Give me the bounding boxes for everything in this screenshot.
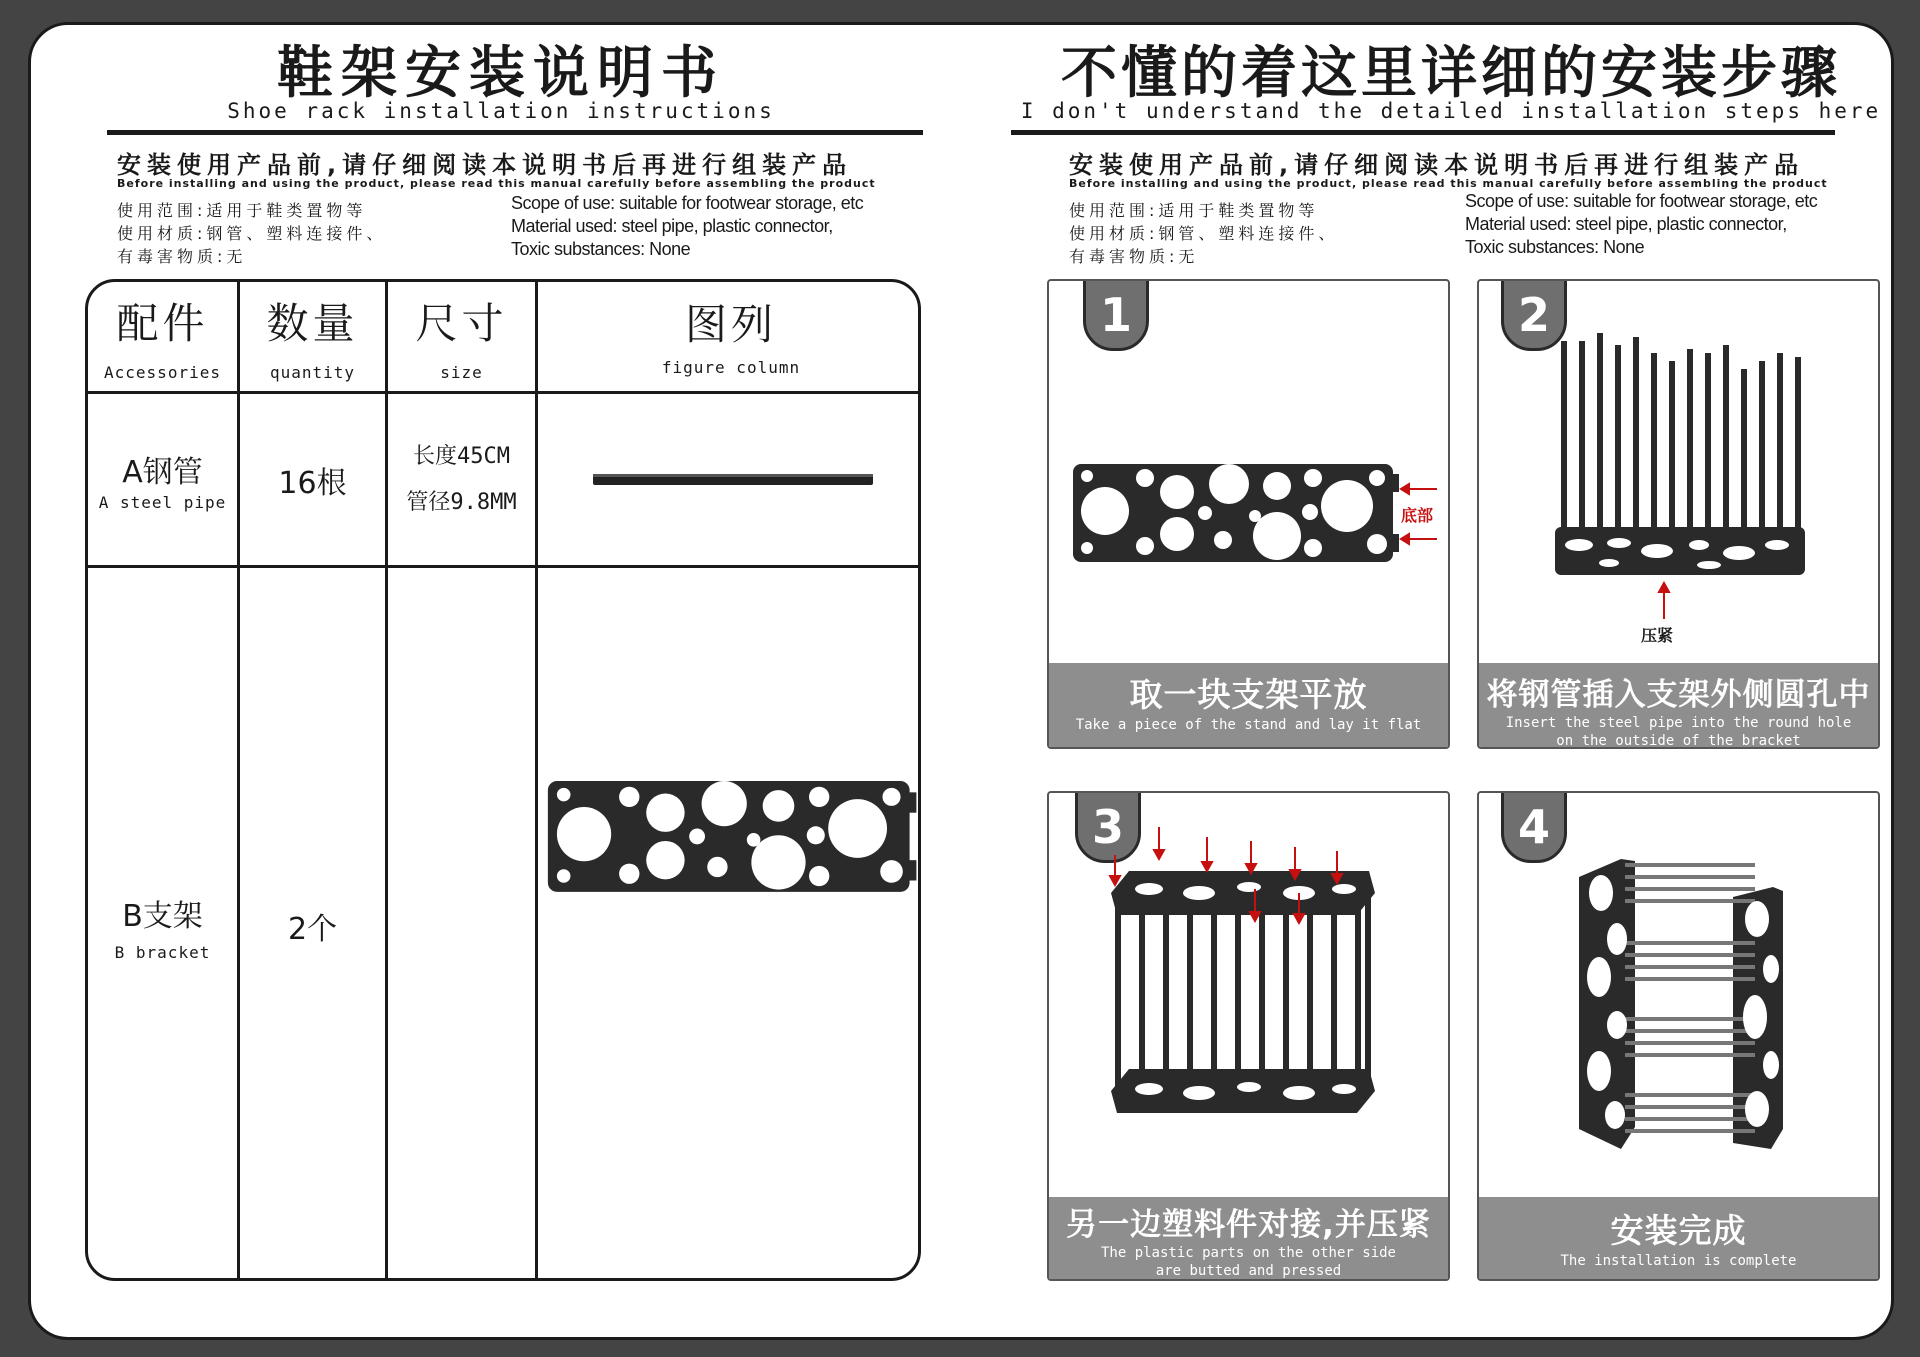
step-2-press-label: 压紧 [1641,626,1674,645]
header-accessories: 配件 Accessories [104,299,221,382]
step-1-number: 1 [1083,279,1149,351]
header-size: 尺寸 size [415,299,508,382]
row-a-name: A钢管 A steel pipe [98,455,227,512]
right-divider [1011,130,1835,135]
left-spec-en-1: Scope of use: suitable for footwear storage, etc [511,193,864,213]
left-spec-cn-1: 使用范围:适用于鞋类置物等 [117,201,367,220]
bracket-figure [538,772,921,902]
row-a-size: 长度45CM 管径9.8MM [406,443,517,515]
row-a-qty: 16根 [278,465,347,501]
left-spec-cn-3: 有毒害物质:无 [117,247,247,266]
right-spec-en-3: Toxic substances: None [1465,237,1645,257]
step-4-caption: 安装完成 The installation is complete [1479,1197,1878,1279]
step-1-bracket-image [1065,456,1405,571]
header-figure: 图列 figure column [661,299,801,377]
step-3-caption: 另一边塑料件对接,并压紧 The plastic parts on the other side are butted and pressed [1049,1197,1448,1279]
left-title: 鞋架安装说明书 [277,41,725,106]
right-spec-en-1: Scope of use: suitable for footwear storage, etc [1465,191,1818,211]
step-2-pipes-image [1549,331,1809,581]
left-spec-en-3: Toxic substances: None [511,239,691,259]
accessories-table [85,279,921,1281]
right-spec-cn-2: 使用材质:钢管、塑料连接件、 [1069,224,1339,243]
step-1-caption: 取一块支架平放 Take a piece of the stand and lay it flat [1049,663,1448,747]
left-divider [107,130,923,135]
step-2-arrow [1654,581,1674,621]
right-spec-cn-1: 使用范围:适用于鞋类置物等 [1069,201,1319,220]
step-1-bottom-label: 底部 [1401,506,1434,525]
right-subtitle: I don't understand the detailed installation steps here [1020,99,1882,123]
step-2-caption: 将钢管插入支架外侧圆孔中 Insert the steel pipe into the round hole on the outside of the bracket [1479,663,1878,747]
right-intro-en: Before installing and using the product, please read this manual carefully before assembling the product [1069,177,1828,190]
step-3-arrows [1099,821,1399,941]
header-quantity: 数量 quantity [266,299,359,382]
left-panel [31,25,971,1337]
instruction-sheet [28,22,1894,1340]
step-2-number: 2 [1501,279,1567,351]
right-spec-en-2: Material used: steel pipe, plastic connector, [1465,214,1787,234]
step-1-card [1047,279,1450,749]
right-title: 不懂的着这里详细的安装步骤 [1061,41,1841,106]
step-4-card [1477,791,1880,1281]
steel-pipe-figure [538,394,921,565]
left-spec-cn-2: 使用材质:钢管、塑料连接件、 [117,224,387,243]
step-3-number: 3 [1075,791,1141,863]
step-3-card [1047,791,1450,1281]
right-panel [1011,25,1891,1337]
left-subtitle: Shoe rack installation instructions [227,99,775,123]
left-intro-cn: 安装使用产品前,请仔细阅读本说明书后再进行组装产品 [117,151,853,179]
step-4-finished-rack-image [1565,857,1795,1157]
right-spec-cn-3: 有毒害物质:无 [1069,247,1199,266]
row-b-name: B支架 B bracket [114,898,211,962]
step-4-number: 4 [1501,791,1567,863]
step-2-card [1477,279,1880,749]
left-spec-en-2: Material used: steel pipe, plastic connector, [511,216,833,236]
left-intro-en: Before installing and using the product, please read this manual carefully before assembling the product [117,177,876,190]
right-intro-cn: 安装使用产品前,请仔细阅读本说明书后再进行组装产品 [1069,151,1805,179]
row-b-qty: 2个 [287,912,338,947]
